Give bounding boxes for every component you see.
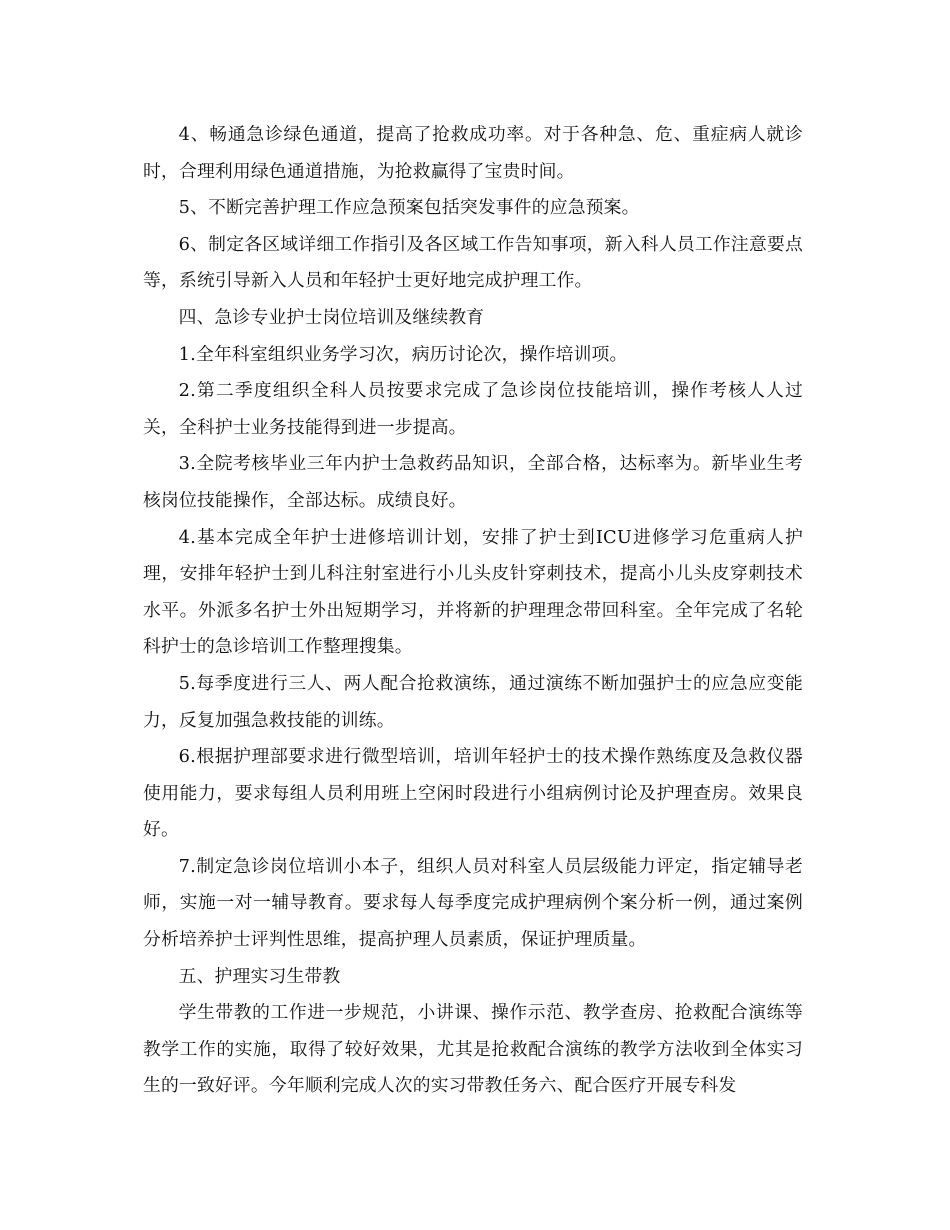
paragraph-training-4: 4.基本完成全年护士进修培训计划，安排了护士到ICU进修学习危重病人护理，安排年轻护士到儿科注射室进行小儿头皮针穿刺技术，提高小儿头皮穿刺技术水平。外派多名护士外出短期学习，并将新的护理理念带回科室。全年完成了名轮科护士的急诊培训工作整理搜集。: [143, 526, 803, 658]
paragraph-training-5: 5.每季度进行三人、两人配合抢救演练，通过演练不断加强护士的应急应变能力，反复加强急救技能的训练。: [143, 672, 803, 731]
section-heading-intern-teaching: 五、护理实习生带教: [178, 965, 341, 987]
paragraph-emergency-plan: 5、不断完善护理工作应急预案包括突发事件的应急预案。: [178, 197, 640, 219]
paragraph-work-guidelines: 6、制定各区域详细工作指引及各区域工作告知事项，新入科人员工作注意要点等，系统引导新入人员和年轻护士更好地完成护理工作。: [143, 233, 803, 292]
document-body: [143, 117, 803, 1105]
paragraph-intern-teaching: 学生带教的工作进一步规范，小讲课、操作示范、教学查房、抢救配合演练等教学工作的实施，取得了较好效果，尤其是抢救配合演练的教学方法收到全体实习生的一致好评。今年顺利完成人次的实习带教任务六、配合医疗开展专科发: [143, 1002, 803, 1097]
paragraph-training-1: 1.全年科室组织业务学习次，病历讨论次，操作培训项。: [178, 343, 628, 365]
paragraph-training-3: 3.全院考核毕业三年内护士急救药品知识，全部合格，达标率为。新毕业生考核岗位技能操作，全部达标。成绩良好。: [143, 453, 803, 511]
section-heading-training: 四、急诊专业护士岗位培训及继续教育: [178, 306, 485, 328]
paragraph-training-2: 2.第二季度组织全科人员按要求完成了急诊岗位技能培训，操作考核人人过关，全科护士业务技能得到进一步提高。: [143, 380, 803, 438]
paragraph-training-7: 7.制定急诊岗位培训小本子，组织人员对科室人员层级能力评定，指定辅导老师，实施一对一辅导教育。要求每人每季度完成护理病例个案分析一例，通过案例分析培养护士评判性思维，提高护理人员素质，保证护理质量。: [143, 855, 803, 951]
paragraph-training-6: 6.根据护理部要求进行微型培训，培训年轻护士的技术操作熟练度及急救仪器使用能力，要求每组人员利用班上空闲时段进行小组病例讨论及护理查房。效果良好。: [143, 746, 803, 841]
paragraph-green-channel: 4、畅通急诊绿色通道，提高了抢救成功率。对于各种急、危、重症病人就诊时，合理利用绿色通道措施，为抢救赢得了宝贵时间。: [143, 124, 803, 182]
